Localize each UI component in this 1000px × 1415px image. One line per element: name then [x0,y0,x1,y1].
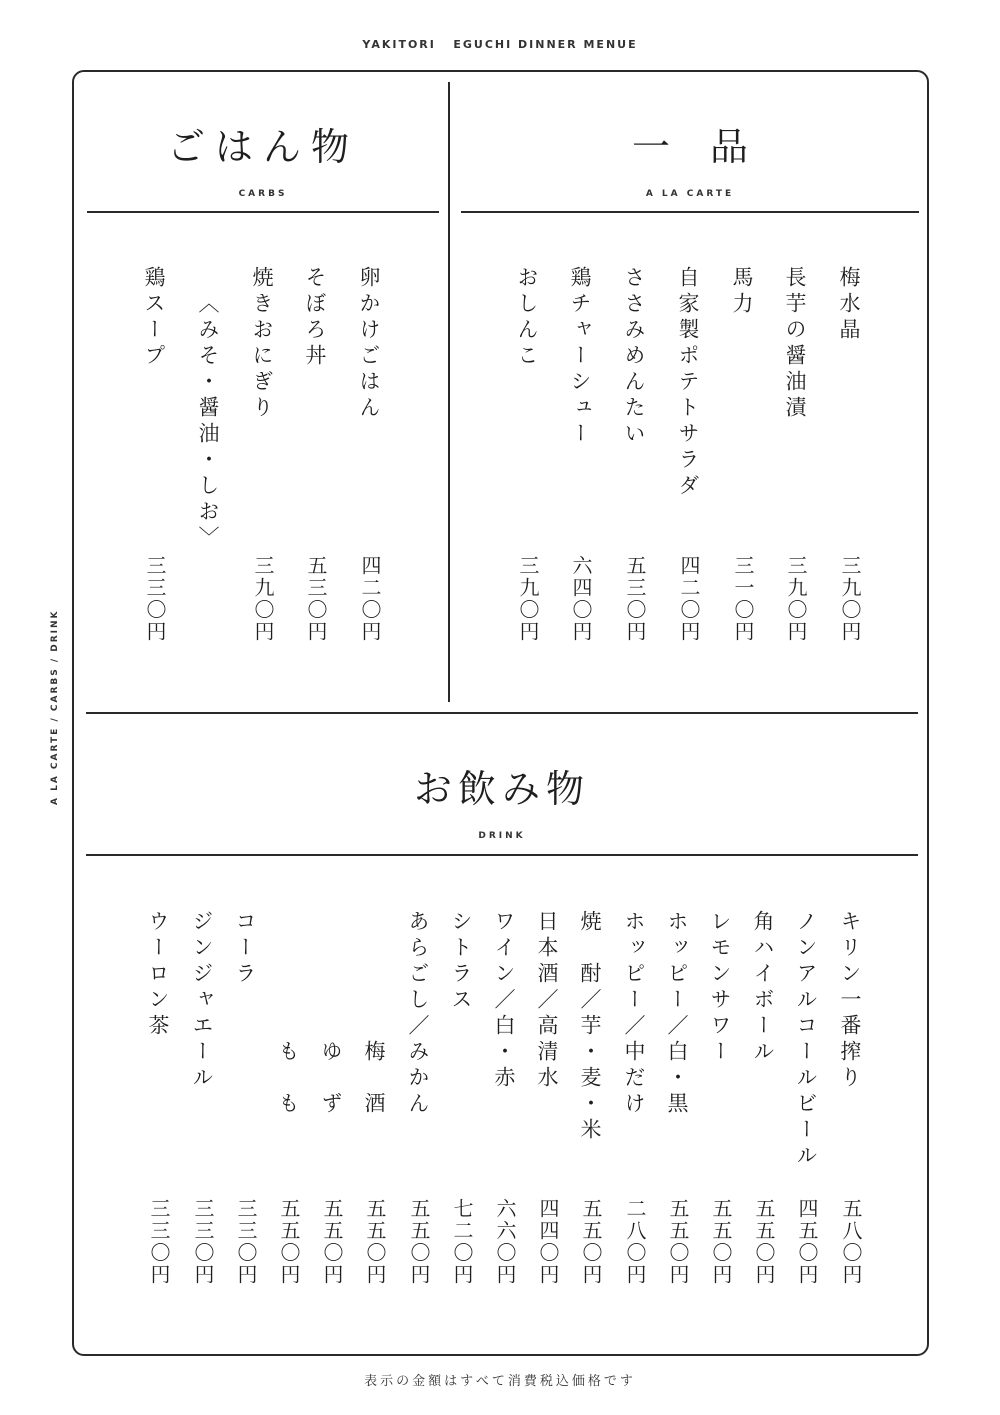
drink-header-rule [86,854,918,856]
drink-item-price: 三三〇円 [234,1198,258,1286]
carbs-item-price: 五三〇円 [304,555,328,643]
alacarte-item-price: 三一〇円 [731,555,755,643]
drink-item-price: 五五〇円 [277,1198,301,1286]
drink-item-name: ワイン／白・赤 [492,910,516,1092]
drink-item-name: 焼 酎／芋・麦・米 [578,910,602,1144]
drink-item-name: 角ハイボール [751,910,775,1066]
drink-item-price: 五五〇円 [407,1198,431,1286]
carbs-item-price: 四二〇円 [358,555,382,643]
drink-item-name: ホッピー／白・黒 [665,910,689,1118]
drink-item-name: シトラス [449,910,473,1014]
alacarte-item-price: 六四〇円 [569,555,593,643]
alacarte-item-name: ささみめんたい [622,266,646,448]
drink-item-name: レモンサワー [708,910,732,1066]
section-divider [86,712,918,714]
alacarte-item-name: 馬力 [730,266,754,318]
drink-item-price: 五五〇円 [579,1198,603,1286]
alacarte-item-price: 三九〇円 [838,555,862,643]
tax-included-note: 表示の金額はすべて消費税込価格です [364,1374,636,1389]
drink-title: お飲み物 [413,767,590,811]
alacarte-item-price: 五三〇円 [623,555,647,643]
drink-item-name: ホッピー／中だけ [622,910,646,1118]
drink-item-name: ゆ ず [319,1040,343,1118]
vertical-divider [448,82,450,702]
drink-item-name: あらごし／みかん [406,910,430,1118]
drink-item-price: 五五〇円 [709,1198,733,1286]
drink-item-price: 三三〇円 [147,1198,171,1286]
drink-item-name: 梅 酒 [362,1040,386,1118]
drink-item-name: コーラ [233,910,257,988]
drink-item-name: ジンジャエール [190,910,214,1092]
alacarte-subtitle: A LA CARTE [645,189,735,199]
side-section-label: A LA CARTE / CARBS / DRINK [50,609,60,806]
carbs-item-name: 焼きおにぎり [250,266,274,422]
drink-item-price: 五八〇円 [839,1198,863,1286]
drink-item-price: 三三〇円 [191,1198,215,1286]
drink-item-price: 四四〇円 [536,1198,560,1286]
drink-item-name: ノンアルコールビール [794,910,818,1170]
alacarte-item-name: 長芋の醤油漬 [783,266,807,422]
carbs-item-price: 三九〇円 [251,555,275,643]
drink-item-name: も も [276,1040,300,1118]
carbs-item-note: 〈みそ・醤油・しお〉 [196,292,220,552]
drink-item-price: 七二〇円 [450,1198,474,1286]
alacarte-item-price: 三九〇円 [784,555,808,643]
drink-subtitle: DRINK [478,831,526,841]
carbs-item-name: そぼろ丼 [303,266,327,370]
carbs-header-rule [87,211,439,213]
alacarte-item-name: 自家製ポテトサラダ [676,266,700,500]
alacarte-item-name: おしんこ [515,266,539,370]
carbs-item-price: 三三〇円 [143,555,167,643]
alacarte-title: 一品 [631,125,788,169]
alacarte-item-price: 三九〇円 [516,555,540,643]
drink-item-price: 二八〇円 [623,1198,647,1286]
drink-item-price: 五五〇円 [320,1198,344,1286]
drink-item-price: 五五〇円 [363,1198,387,1286]
alacarte-item-name: 梅水晶 [837,266,861,344]
drink-item-price: 六六〇円 [493,1198,517,1286]
carbs-item-name: 鶏スープ [142,266,166,370]
menu-header-title: YAKITORI EGUCHI DINNER MENUE [362,38,638,51]
alacarte-item-price: 四二〇円 [677,555,701,643]
alacarte-item-name: 鶏チャーシュー [568,266,592,448]
drink-item-name: キリン一番搾り [838,910,862,1092]
carbs-title: ごはん物 [166,125,359,169]
drink-item-price: 五五〇円 [666,1198,690,1286]
carbs-subtitle: CARBS [238,189,288,199]
drink-item-price: 四五〇円 [795,1198,819,1286]
drink-item-name: 日本酒／高清水 [535,910,559,1092]
drink-item-price: 五五〇円 [752,1198,776,1286]
alacarte-header-rule [461,211,919,213]
drink-item-name: ウーロン茶 [146,910,170,1040]
carbs-item-name: 卵かけごはん [357,266,381,422]
